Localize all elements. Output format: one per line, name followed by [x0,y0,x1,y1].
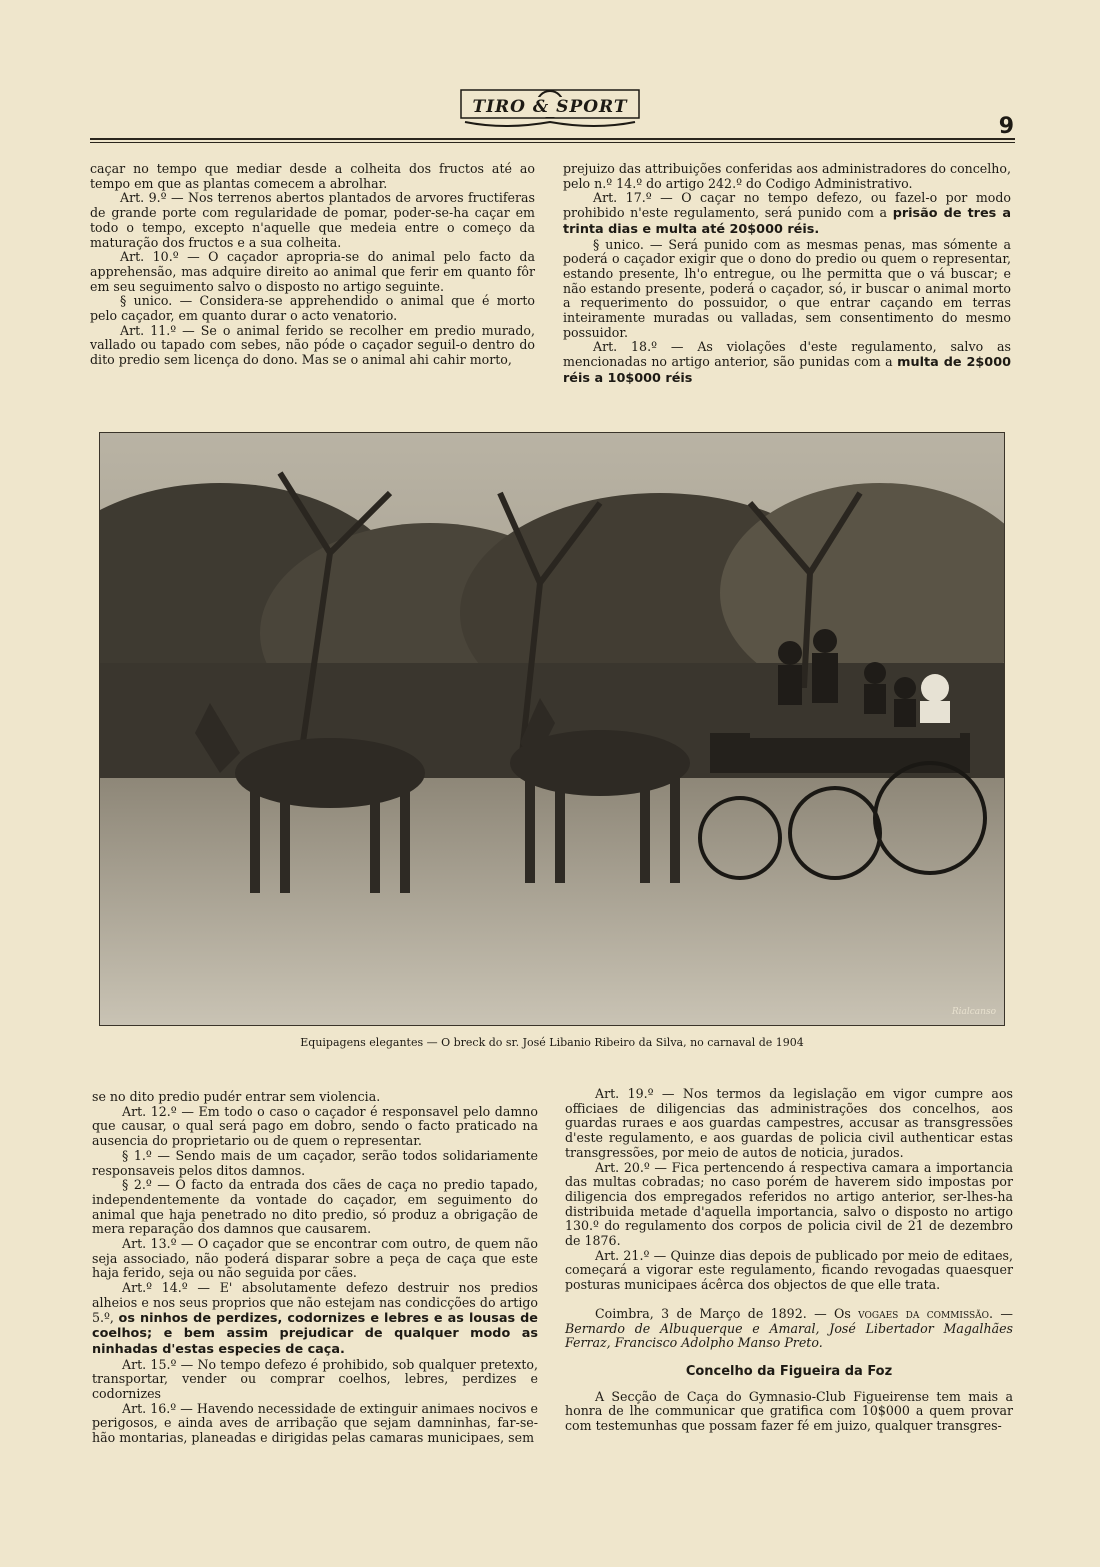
bold-text: os ninhos de perdizes, codornizes e lebres e as lousas de coelhos; e bem assim prejudicar de qualquer modo as ninhadas d'estas especies de caça. [92,1310,538,1357]
column-bottom-left [92,1090,538,1446]
header-rule [90,138,1015,140]
text: Art.º 14.º — E' absolutamente defezo destruir nos predios alheios e nos seus proprios que não estejam nas condicções do artigo 5.º, [92,1280,538,1325]
column-bottom-right [565,1087,1013,1434]
paragraph-figueira: A Secção de Caça do Gymnasio-Club Figueirense tem mais a honra de lhe communicar que gratifica com 10$000 a quem provar com testemunhas que possam fazer fé em juizo, qualquer transgres- [565,1388,1013,1434]
paragraph-art-15: Art. 15.º — No tempo defezo é prohibido, sob qualquer pretexto, transportar, vender ou comprar coelhos, lebres, perdizes e codornizes [92,1356,538,1402]
paragraph: prejuizo das attribuições conferidas aos administradores do concelho, pelo n.º 14.º do artigo 242.º do Codigo Administrativo. [563,161,1011,191]
bold-text: multa de 2$000 réis a 10$000 réis [563,355,1012,386]
bold-text: prisão de tres a trinta dias e multa até 20$000 réis. [563,206,1011,237]
column-top-left [90,162,535,368]
paragraph-art-13: Art. 13.º — O caçador que se encontrar com outro, de quem não seja associado, não poderá disparar sobre a peça de caça que este haja ferido, seja ou não seguida por cães. [92,1236,538,1281]
paragraph-unico: § unico. — Será punido com as mesmas penas, mas sómente a poderá o caçador exigir que o dono do predio ou quem o representar, estando presente, lh'o entregue, ou lhe permitta que o vá buscar; e não estando presente, poderá o caçador, só, ir buscar o animal morto a requerimento do possuidor, o que entrar caçando em terras inteiramente muradas ou valladas, sem consentimento do mesmo possuidor. [563,236,1011,340]
carriage-photo-icon [100,433,1004,1025]
photographer-signature: Rialcanso [951,1007,996,1017]
paragraph-art-14 [92,1281,538,1358]
paragraph-art-16: Art. 16.º — Havendo necessidade de extinguir animaes nocivos e perigosos, e ainda aves de arribação que sejam damninhas, far-se-hão montarias, planeadas e dirigidas pelas camaras municipaes, sem [92,1400,538,1446]
signatory-names: Bernardo de Albuquerque e Amaral, José Libertador Magalhães Ferraz, Francisco Adolpho Manso Preto. [565,1320,1013,1351]
text: Art. 17.º — O caçar no tempo defezo, ou fazel-o por modo prohibido n'este regulamento, será punido com a [563,190,1011,221]
paragraph-art-19: Art. 19.º — Nos termos da legislação em vigor cumpre aos officiaes de diligencias das administrações dos concelhos, aos guardas ruraes e aos guardas campestres, accusar as transgressões d'este regulamento, e aos guardas de policia civil authenticar estas transgressões, por meio de autos de noticia, jurados. [565,1086,1013,1160]
paragraph: se no dito predio pudér entrar sem violencia. [92,1089,381,1104]
section-heading: Concelho da Figueira da Foz [685,1363,893,1379]
paragraph-art-12: Art. 12.º — Em todo o caso o caçador é responsavel pelo damno que causar, o qual será pago em dobro, sendo o facto praticado na ausencia do proprietario ou de quem o representar. [92,1103,538,1149]
signatories [565,1307,1013,1351]
paragraph-art-10: Art. 10.º — O caçador apropria-se do animal pelo facto da apprehensão, mas adquire direito ao animal que ferir em quanto fôr em seu seguimento salvo o disposto no artigo seguinte. [90,249,535,294]
header-rule-thin [90,142,1015,143]
paragraph-art-17 [563,191,1011,237]
photograph [99,432,1005,1026]
photo-caption: Equipagens elegantes — O breck do sr. José Libanio Ribeiro da Silva, no carnaval de 1904 [300,1036,804,1049]
paragraph-par-1: § 1.º — Sendo mais de um caçador, serão todos solidariamente responsaveis pelos ditos damnos. [92,1147,538,1178]
paragraph-art-18 [563,340,1011,386]
paragraph-unico: § unico. — Considera-se apprehendido o animal que é morto pelo caçador, em quanto durar o acto venatorio. [90,293,535,324]
column-top-right [563,162,1011,387]
page-number: 9 [998,114,1014,139]
masthead-logo [455,84,645,130]
paragraph-art-20: Art. 20.º — Fica pertencendo á respectiva camara a importancia das multas cobradas; no caso porém de haverem sido impostas por diligencia dos empregados referidos no artigo anterior, ser-lhes-ha distribuida metade d'aquella importancia, salvo o disposto no artigo 130.º do regulamento dos corpos de policia civil de 21 de dezembro de 1876. [565,1159,1013,1249]
masthead-title: TIRO & SPORT [472,97,628,117]
smallcaps-text: vogaes da commissão. [858,1305,994,1321]
paragraph-art-11: Art. 11.º — Se o animal ferido se recolher em predio murado, vallado ou tapado com sebes, não póde o caçador seguil-o dentro do dito predio sem licença do dono. Mas se o animal ahi cahir morto, [90,322,535,368]
text: Art. 18.º — As violações d'este regulamento, salvo as mencionadas no artigo anterior, são punidas com a [563,339,1011,370]
text: Coimbra, 3 de Março de 1892. — Os [595,1305,859,1321]
paragraph: caçar no tempo que mediar desde a colheita dos fructos até ao tempo em que as plantas comecem a abrolhar. [90,161,535,191]
text: — [993,1305,1013,1321]
paragraph-art-21: Art. 21.º — Quinze dias depois de publicado por meio de editaes, começará a vigorar este regulamento, ficando revogadas quaesquer posturas municipaes ácêrca dos objectos de que elle trata. [565,1247,1013,1293]
paragraph-par-2: § 2.º — O facto da entrada dos cães de caça no predio tapado, independentemente da vontade do caçador, em seguimento do animal que haja penetrado no dito predio, só produz a obrigação de mera reparação dos damnos que causarem. [92,1177,538,1237]
paragraph-art-9: Art. 9.º — Nos terrenos abertos plantados de arvores fructiferas de grande porte com regularidade de pomar, poder-se-ha caçar em todo o tempo, excepto n'aquelle que medeia entre o começo da maturação dos fructos e a sua colheita. [90,190,535,250]
